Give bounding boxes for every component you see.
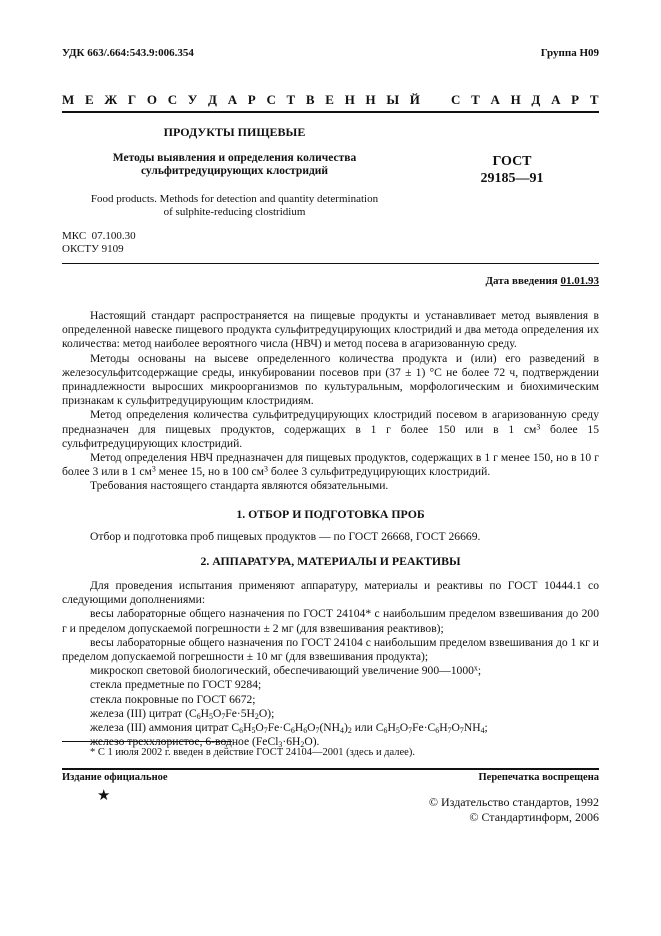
footer-rule [62,768,599,770]
standard-banner: М Е Ж Г О С У Д А Р С Т В Е Н Н Ы Й С Т А Н Д А Р Т [62,92,599,107]
official-edition-label: Издание официальное [62,772,168,783]
intro-paragraph-3: Метод определения количества сульфитредуцирующих клостридий посевом в агаризованную среду предназначен для пищевых продуктов, содержащих в 1 г более 150 или в 1 $см^3$ более 15 сульфитредуцирующих клостридий. [62,408,599,450]
intro-paragraph-5: Требования настоящего стандарта являются обязательными. [90,479,389,493]
star-icon: ★ [97,786,111,804]
footnote: * С 1 июля 2002 г. введен в действие ГОСТ 24104—2001 (здесь и далее). [90,747,415,758]
document-subtitle-line2: сульфитредуцирующих клостридий [140,165,329,177]
intro-date-label: Дата введения [485,275,558,287]
list-item: железа (III) аммония цитрат $C_6H_5O_7Fe\cdot C_6H_6O_7(NH_4)_2$ или $C_6H_5O_7Fe\cdot C_6H_7O_7NH_4$; [90,721,488,735]
intro-paragraph-1: Настоящий стандарт распространяется на пищевые продукты и устанавливает метод выявления в определенной навеске пищевого продукта сульфитредуцирующих клостридий и два метода определения их количества: метод наиболее вероятного числа (НВЧ) и метод посева в агаризованную среду. [62,309,599,351]
intro-date-value: 01.01.93 [560,275,599,287]
intro-text [62,309,599,494]
document-subtitle-line1: Методы выявления и определения количества [112,152,357,164]
intro-paragraph-2: Методы основаны на высеве определенного количества продукта и (или) его разведений в железосульфитсодержащие среды, инкубировании посевов при (37 ± 1) °С не более 72 ч, подтверждении принадлежности выросших микроорганизмов по культуральным, морфологическим и биохимическим признакам к сульфитредуцирующим клостридиям. [62,351,599,408]
list-item: железа (III) цитрат $(C_6H_5O_7Fe\cdot 5H_2O)$; [90,706,275,721]
gost-label: ГОСТ [492,154,532,169]
reprint-prohibited-label: Перепечатка воспрещена [478,772,599,783]
english-title-line1: Food products. Methods for detection and quantity determination [90,193,379,205]
section-2-title: 2. АППАРАТУРА, МАТЕРИАЛЫ И РЕАКТИВЫ [200,554,461,568]
group-code: Группа Н09 [540,47,599,59]
list-item: железо треххлористое, 6-водное $(FeCl_3\cdot 6H_2O)$. [90,735,320,750]
title-rule [62,263,599,264]
english-title-line2: of sulphite-reducing clostridium [163,206,306,218]
list-item: весы лабораторные общего назначения по ГОСТ 24104* с наибольшим пределом взвешивания до 200 г и пределом допускаемой погрешности ± 2 мг (для взвешивания реактивов); [62,607,599,635]
list-item: весы лабораторные общего назначения по ГОСТ 24104 с наибольшим пределом взвешивания до 1 кг и пределом допускаемой погрешности ± 10 мг (для взвешивания продукта); [62,635,599,664]
list-item: стекла покровные по ГОСТ 6672; [90,692,256,706]
section-2-text [62,579,599,749]
document-title: ПРОДУКТЫ ПИЩЕВЫЕ [163,125,306,139]
section-1-text: Отбор и подготовка проб пищевых продуктов — по ГОСТ 26668, ГОСТ 26669. [90,530,481,543]
footnote-rule [62,741,232,742]
intro-paragraph-4: Метод определения НВЧ предназначен для пищевых продуктов, содержащих в 1 г менее 150, но в 10 г более 3 или в 1 $см^3$ менее 15, но в 100 $см^3$ более 3 сульфитредуцирующих клостридий. [62,451,599,479]
banner-rule [62,111,599,113]
list-item: микроскоп световой биологический, обеспечивающий увеличение 900—1000$^x$; [90,663,482,678]
gost-number: 29185—91 [480,171,544,186]
copyright-line-1: © Издательство стандартов, 1992 [428,795,599,809]
okstu-code: ОКСТУ 9109 [62,243,124,255]
copyright-line-2: © Стандартинформ, 2006 [469,810,599,824]
mks-code: МКС 07.100.30 [62,230,136,242]
udk-code: УДК 663/.664:543.9:006.354 [62,47,194,59]
section-1-title: 1. ОТБОР И ПОДГОТОВКА ПРОБ [236,507,425,521]
intro-date [485,275,599,287]
section-2-intro: Для проведения испытания применяют аппаратуру, материалы и реактивы по ГОСТ 10444.1 со следующими дополнениями: [62,579,599,607]
list-item: стекла предметные по ГОСТ 9284; [90,678,262,692]
